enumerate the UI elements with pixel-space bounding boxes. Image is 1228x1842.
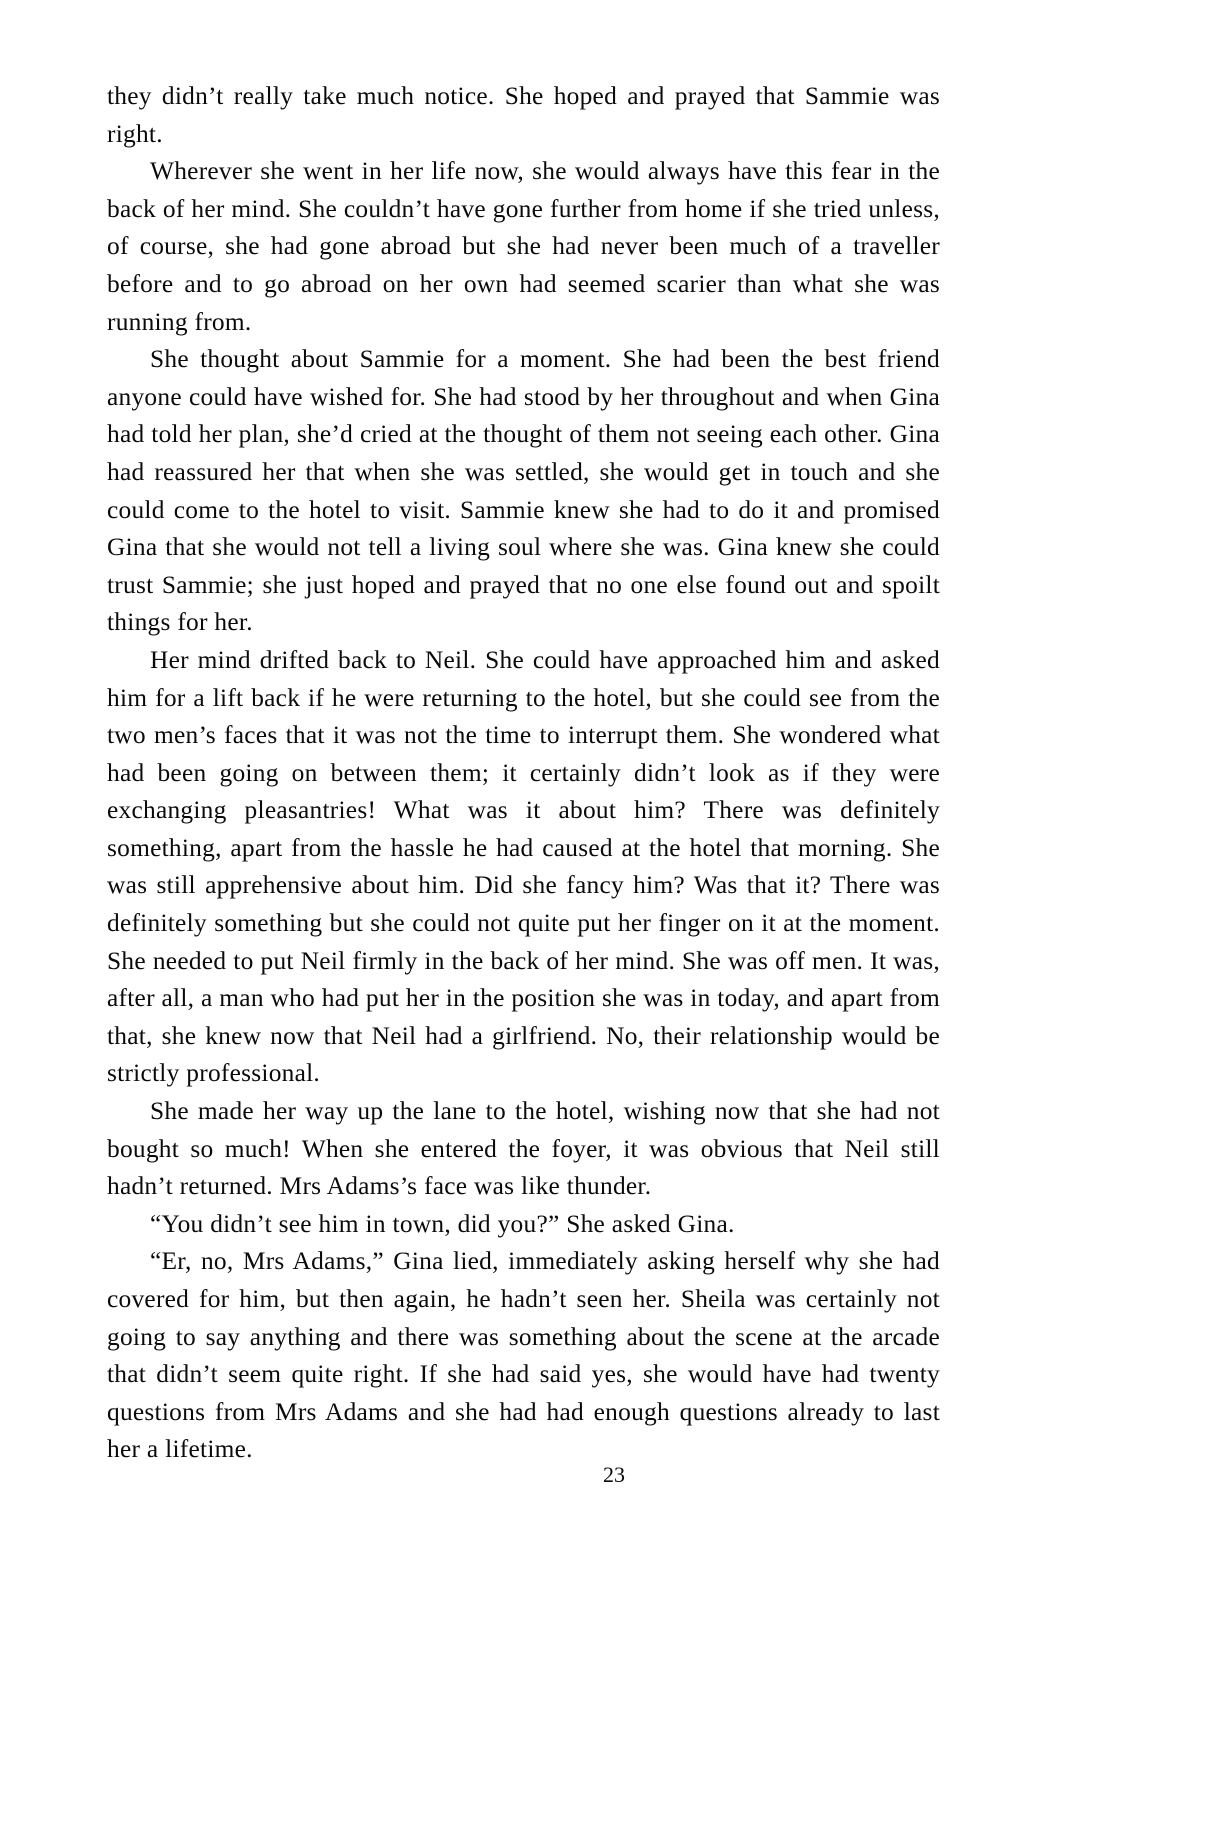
paragraph: Her mind drifted back to Neil. She could have approached him and asked him for a lift back if he were returning to the hotel, but she could see from the two men’s faces that it was not the time to interrupt them. She wondered what had been going on between them; it certainly didn’t look as if they were exchanging pleasantries! What was it about him? There was definitely something, apart from the hassle he had caused at the hotel that morning. She was still apprehensive about him. Did she fancy him? Was that it? There was definitely something but she could not quite put her finger on it at the moment. She needed to put Neil firmly in the back of her mind. She was off men. It was, after all, a man who had put her in the position she was in today, and apart from that, she knew now that Neil had a girlfriend. No, their relationship would be strictly professional. bbox=[107, 645, 940, 1088]
paragraph-dialogue: “You didn’t see him in town, did you?” She asked Gina. bbox=[150, 1209, 735, 1238]
paragraph: She made her way up the lane to the hotel, wishing now that she had not bought so much! When she entered the foyer, it was obvious that Neil still hadn’t returned. Mrs Adams’s face was like thunder. bbox=[107, 1097, 940, 1201]
paragraph-continuation: they didn’t really take much notice. She hoped and prayed that Sammie was right. bbox=[107, 82, 940, 148]
paragraph: She thought about Sammie for a moment. She had been the best friend anyone could have wished for. She had stood by her throughout and when Gina had told her plan, she’d cried at the thought of them not seeing each other. Gina had reassured her that when she was settled, she would get in touch and she could come to the hotel to visit. Sammie knew she had to do it and promised Gina that she would not tell a living soul where she was. Gina knew she could trust Sammie; she just hoped and prayed that no one else found out and spoilt things for her. bbox=[107, 345, 940, 637]
body-text-column bbox=[107, 78, 940, 1469]
paragraph: Wherever she went in her life now, she would always have this fear in the back of her mind. She couldn’t have gone further from home if she tried unless, of course, she had gone abroad but she had never been much of a traveller before and to go abroad on her own had seemed scarier than what she was running from. bbox=[107, 157, 940, 336]
page-number: 23 bbox=[603, 1462, 625, 1487]
paragraph-dialogue: “Er, no, Mrs Adams,” Gina lied, immediately asking herself why she had covered for him, but then again, he hadn’t seen her. Sheila was certainly not going to say anything and there was something about the scene at the arcade that didn’t seem quite right. If she had said yes, she would have had twenty questions from Mrs Adams and she had had enough questions already to last her a lifetime. bbox=[107, 1247, 940, 1464]
